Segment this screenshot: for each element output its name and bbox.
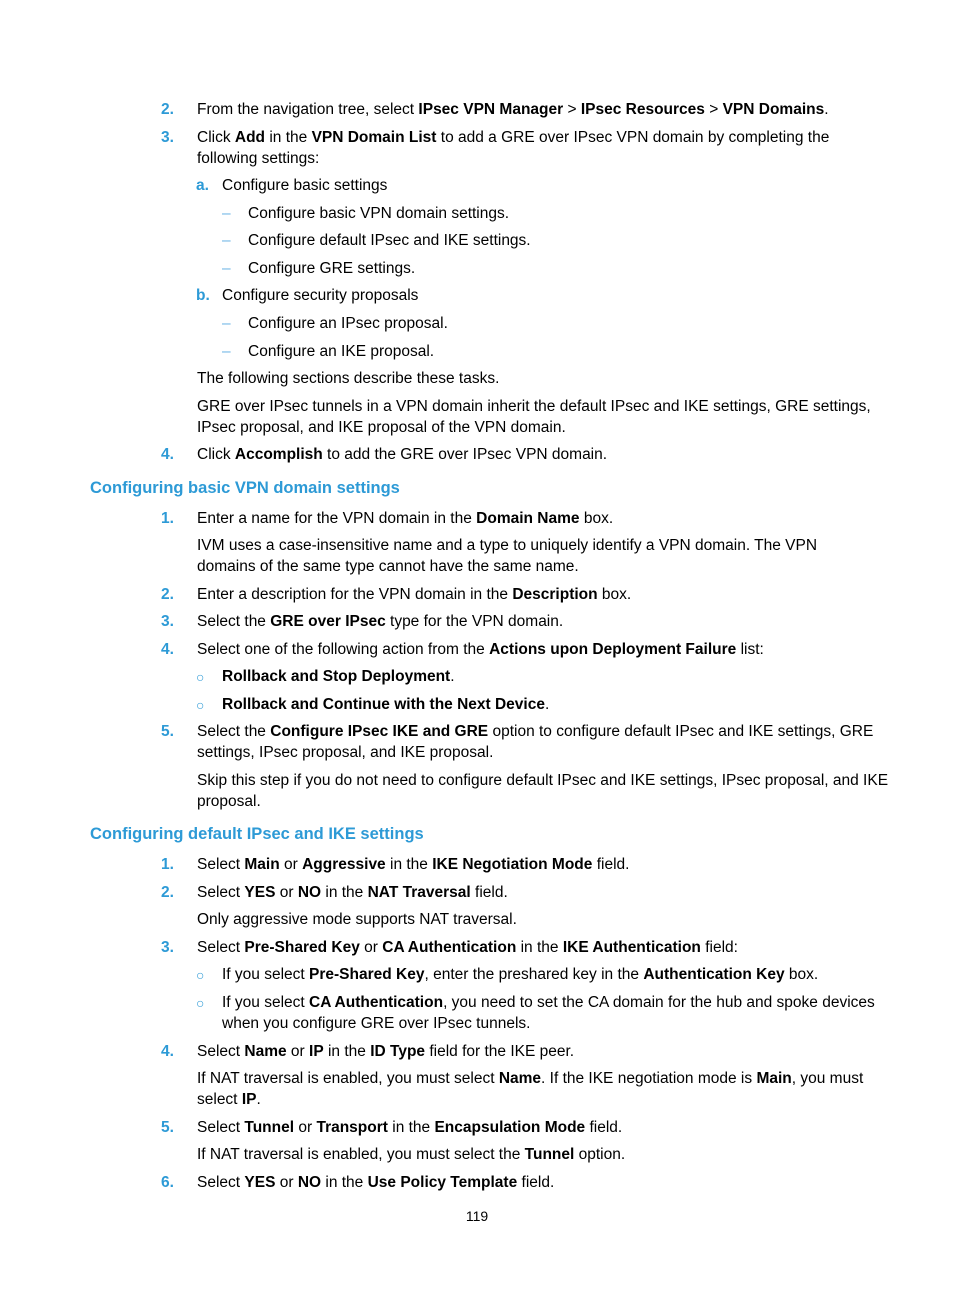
text-run: settings, IPsec proposal, and IKE proposal. — [197, 744, 494, 761]
sub-step-letter: a. — [196, 177, 209, 194]
text-run: IVM uses a case-insensitive name and a type to uniquely identify a VPN domain. The VPN — [197, 537, 818, 554]
text-line — [197, 536, 817, 556]
text-run: GRE over IPsec tunnels in a VPN domain inherit the default IPsec and IKE settings, GRE settings, — [197, 398, 871, 415]
step-number: 3. — [161, 939, 174, 956]
text-run: or — [286, 1043, 310, 1060]
text-line — [222, 286, 418, 306]
ui-term: CA Authentication — [382, 939, 517, 956]
text-run: Select — [197, 1119, 245, 1136]
step-number: 5. — [161, 723, 174, 740]
text-run: If NAT traversal is enabled, you must select — [197, 1070, 499, 1087]
step-number: 2. — [161, 101, 174, 118]
text-run: , you need to set the CA domain for the hub and spoke devices — [443, 994, 875, 1011]
text-line — [197, 418, 566, 438]
text-line — [222, 965, 818, 985]
text-line — [197, 369, 499, 389]
text-run: proposal. — [197, 793, 261, 810]
text-run: option. — [574, 1146, 626, 1163]
text-run: Only aggressive mode supports NAT traversal. — [197, 911, 517, 928]
ui-term: CA Authentication — [309, 994, 444, 1011]
text-run: or — [294, 1119, 317, 1136]
ui-term: Domain Name — [476, 510, 580, 527]
text-run: Select — [197, 856, 245, 873]
text-run: Configure an IKE proposal. — [248, 343, 435, 360]
ui-term: IKE Authentication — [562, 939, 701, 956]
text-line — [222, 993, 875, 1013]
bullet-marker: – — [222, 315, 231, 332]
text-line — [197, 1118, 622, 1138]
text-run: Configure default IPsec and IKE settings. — [248, 232, 531, 249]
text-run: in the — [265, 129, 312, 146]
text-run: Select — [197, 1174, 245, 1191]
ui-term: Authentication Key — [643, 966, 785, 983]
text-line — [248, 314, 448, 334]
bullet-marker: – — [222, 260, 231, 277]
step-number: 1. — [161, 510, 174, 527]
ui-term: Transport — [316, 1119, 388, 1136]
step-number: 1. — [161, 856, 174, 873]
ui-term: VPN Domain List — [311, 129, 437, 146]
text-line — [197, 1145, 625, 1165]
text-line — [197, 557, 579, 577]
ui-term: YES — [244, 884, 276, 901]
text-run: field. — [585, 1119, 623, 1136]
text-run: to add the GRE over IPsec VPN domain. — [322, 446, 608, 463]
text-run: Configure GRE settings. — [248, 260, 416, 277]
step-number: 4. — [161, 641, 174, 658]
text-line — [197, 938, 738, 958]
text-line — [197, 509, 613, 529]
text-line — [197, 612, 563, 632]
text-run: Select — [197, 1043, 245, 1060]
text-line — [197, 149, 319, 169]
ui-term: Add — [234, 129, 266, 146]
text-run: or — [279, 856, 303, 873]
text-run: If you select — [222, 994, 310, 1011]
text-run: If NAT traversal is enabled, you must select the — [197, 1146, 525, 1163]
step-number: 2. — [161, 884, 174, 901]
page-number: 119 — [465, 1208, 489, 1224]
text-line — [197, 1173, 554, 1193]
ui-term: ID Type — [370, 1043, 426, 1060]
text-run: box. — [579, 510, 614, 527]
text-run: to add a GRE over IPsec VPN domain by completing the — [436, 129, 830, 146]
step-number: 6. — [161, 1174, 174, 1191]
ui-term: GRE over IPsec — [270, 613, 386, 630]
text-line — [222, 176, 387, 196]
text-run: in the — [385, 856, 433, 873]
text-run: Select the — [197, 723, 271, 740]
text-run: IPsec proposal, and IKE proposal of the VPN domain. — [197, 419, 566, 436]
text-line — [248, 231, 531, 251]
text-run: in the — [323, 1043, 371, 1060]
ui-term: Accomplish — [234, 446, 323, 463]
ui-term: Aggressive — [302, 856, 386, 873]
text-run: or — [275, 1174, 298, 1191]
text-run: Configure an IPsec proposal. — [248, 315, 448, 332]
text-run: box. — [784, 966, 819, 983]
text-run: Enter a name for the VPN domain in the — [197, 510, 477, 527]
text-line — [197, 100, 829, 120]
text-run: Configure basic settings — [222, 177, 388, 194]
text-run: domains of the same type cannot have the same name. — [197, 558, 579, 575]
text-run: The following sections describe these tasks. — [197, 370, 500, 387]
text-run: . — [824, 101, 829, 118]
text-run: > — [704, 101, 723, 118]
text-run: Select — [197, 884, 245, 901]
text-run: , you must — [791, 1070, 864, 1087]
ui-term: NO — [297, 884, 322, 901]
ui-term: Use Policy Template — [367, 1174, 518, 1191]
ui-term: Configure IPsec IKE and GRE — [270, 723, 489, 740]
text-run: . If the IKE negotiation mode is — [541, 1070, 757, 1087]
text-run: field. — [470, 884, 508, 901]
ui-term: IPsec Resources — [580, 101, 705, 118]
ui-term: Pre-Shared Key — [244, 939, 360, 956]
ui-term: NO — [297, 1174, 322, 1191]
bullet-marker: ○ — [196, 669, 205, 685]
ui-term: YES — [244, 1174, 276, 1191]
ui-term: Encapsulation Mode — [434, 1119, 586, 1136]
ui-term: Actions upon Deployment Failure — [489, 641, 737, 658]
text-run: . — [544, 696, 550, 713]
ui-term: Rollback and Continue with the Next Device — [222, 696, 545, 713]
text-run: Enter a description for the VPN domain in the — [197, 586, 513, 603]
ui-term: VPN Domains — [722, 101, 825, 118]
section-heading — [90, 477, 400, 499]
text-run: > — [563, 101, 581, 118]
text-line — [197, 792, 261, 812]
text-line — [197, 910, 517, 930]
text-run: list: — [736, 641, 764, 658]
ui-term: Main — [244, 856, 280, 873]
ui-term: Name — [244, 1043, 287, 1060]
text-line — [222, 695, 549, 715]
bullet-marker: – — [222, 205, 231, 222]
text-line — [197, 1090, 261, 1110]
text-run: or — [275, 884, 298, 901]
text-run: Configure security proposals — [222, 287, 419, 304]
ui-term: Pre-Shared Key — [309, 966, 425, 983]
text-line — [197, 855, 629, 875]
ui-term: IP — [241, 1091, 257, 1108]
text-run: in the — [321, 884, 368, 901]
ui-term: Tunnel — [244, 1119, 295, 1136]
text-line — [197, 743, 493, 763]
ui-term: IPsec VPN Manager — [418, 101, 564, 118]
text-run: option to configure default IPsec and IKE settings, GRE — [488, 723, 874, 740]
text-run: Click — [197, 129, 235, 146]
text-run: or — [359, 939, 383, 956]
text-run: Skip this step if you do not need to configure default IPsec and IKE settings, IPsec proposal, and IKE — [197, 772, 889, 789]
bullet-marker: ○ — [196, 697, 205, 713]
text-run: If you select — [222, 966, 310, 983]
bullet-marker: – — [222, 343, 231, 360]
text-line — [197, 1042, 574, 1062]
ui-term: Name — [498, 1070, 542, 1087]
bullet-marker: – — [222, 232, 231, 249]
text-run: , enter the preshared key in the — [424, 966, 644, 983]
text-run: From the navigation tree, select — [197, 101, 419, 118]
text-run: Select the — [197, 613, 271, 630]
ui-term: Main — [756, 1070, 792, 1087]
ui-term: IP — [309, 1043, 324, 1060]
text-run: following settings: — [197, 150, 320, 167]
ui-term: NAT Traversal — [367, 884, 471, 901]
text-line — [222, 667, 455, 687]
text-run: in the — [516, 939, 563, 956]
text-line — [248, 342, 434, 362]
text-run: type for the VPN domain. — [385, 613, 564, 630]
text-line — [197, 883, 508, 903]
text-run: Select one of the following action from the — [197, 641, 490, 658]
text-run: . — [450, 668, 455, 685]
text-line — [222, 1014, 530, 1034]
text-line — [197, 722, 873, 742]
text-run: in the — [387, 1119, 435, 1136]
text-run: field. — [517, 1174, 555, 1191]
text-line — [197, 771, 888, 791]
text-run: in the — [321, 1174, 368, 1191]
text-line — [197, 445, 607, 465]
text-line — [197, 1069, 863, 1089]
text-line — [248, 204, 509, 224]
step-number: 4. — [161, 1043, 174, 1060]
text-line — [197, 397, 871, 417]
ui-term: Rollback and Stop Deployment — [222, 668, 451, 685]
text-line — [197, 585, 631, 605]
step-number: 5. — [161, 1119, 174, 1136]
step-number: 3. — [161, 129, 174, 146]
text-run: Configuring default IPsec and IKE settings — [90, 825, 424, 843]
text-run: . — [256, 1091, 261, 1108]
text-run: Click — [197, 446, 235, 463]
ui-term: Tunnel — [524, 1146, 575, 1163]
text-run: box. — [597, 586, 632, 603]
text-run: Select — [197, 939, 245, 956]
bullet-marker: ○ — [196, 995, 205, 1011]
text-line — [197, 640, 764, 660]
text-run: Configure basic VPN domain settings. — [248, 205, 510, 222]
text-run: field. — [592, 856, 630, 873]
ui-term: Description — [512, 586, 598, 603]
sub-step-letter: b. — [196, 287, 210, 304]
text-line — [248, 259, 415, 279]
ui-term: IKE Negotiation Mode — [432, 856, 593, 873]
text-line — [197, 128, 829, 148]
text-run: Configuring basic VPN domain settings — [90, 479, 400, 497]
section-heading — [90, 823, 424, 845]
bullet-marker: ○ — [196, 967, 205, 983]
step-number: 4. — [161, 446, 174, 463]
step-number: 2. — [161, 586, 174, 603]
text-run: field for the IKE peer. — [425, 1043, 575, 1060]
text-run: field: — [700, 939, 738, 956]
text-run: when you configure GRE over IPsec tunnels. — [222, 1015, 531, 1032]
step-number: 3. — [161, 613, 174, 630]
text-run: select — [197, 1091, 242, 1108]
